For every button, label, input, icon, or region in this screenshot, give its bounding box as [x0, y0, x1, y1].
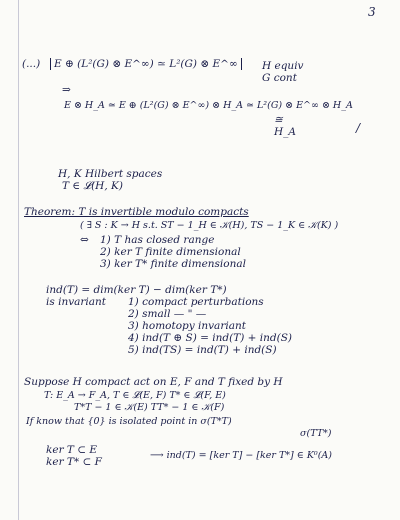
suppose-line-4: If know that {0} is isolated point in σ(T*T) [26, 416, 232, 427]
side-note-cont: G cont [262, 72, 297, 84]
iff-arrow: ⇔ [80, 234, 89, 246]
index-class-line: ⟶ ind(T) = [ker T] − [ker T*] ∈ K⁰(A) [150, 450, 333, 461]
suppose-line-4b: σ(TT*) [300, 428, 332, 439]
theorem-item-1: 1) T has closed range [100, 234, 215, 246]
theorem-item-3: 3) ker T* finite dimensional [100, 258, 246, 270]
index-prop-1: 1) compact perturbations [128, 296, 264, 308]
top-prefix: (...) [22, 58, 41, 70]
index-prop-2: 2) small — " — [128, 308, 207, 320]
tensor-line: E ⊗ H_A ≃ E ⊕ (L²(G) ⊗ E^∞) ⊗ H_A ≃ L²(G) ⊗ E^∞ ⊗ H_A [64, 100, 353, 111]
theorem-condition: ( ∃ S : K → H s.t. ST − 1_H ∈ 𝒦(H), TS − 1_K ∈ 𝒦(K) ) [80, 220, 339, 231]
ker-tstar-line: ker T* ⊂ F [46, 456, 102, 468]
theorem-item-2: 2) ker T finite dimensional [100, 246, 241, 258]
margin-line [18, 0, 19, 520]
index-prop-3: 3) homotopy invariant [128, 320, 246, 332]
side-note-equiv: H equiv [262, 60, 304, 72]
index-prop-4: 4) ind(T ⊕ S) = ind(T) + ind(S) [128, 332, 293, 344]
slash-mark: / [356, 121, 361, 135]
hk-line-2: T ∈ 𝓛(H, K) [62, 180, 123, 192]
iso-line: E ⊕ (L²(G) ⊗ E^∞) ≃ L²(G) ⊗ E^∞ [50, 58, 242, 70]
suppose-line-1: Suppose H compact act on E, F and T fixed by H [24, 376, 283, 388]
hk-line-1: H, K Hilbert spaces [58, 168, 163, 180]
theorem-title: Theorem: T is invertible modulo compacts [24, 206, 249, 218]
ker-t-line: ker T ⊂ E [46, 444, 98, 456]
index-prop-5: 5) ind(TS) = ind(T) + ind(S) [128, 344, 277, 356]
page-number: 3 [368, 5, 376, 19]
implies-arrow: ⇒ [62, 84, 71, 96]
suppose-line-3: T*T − 1 ∈ 𝒦(E) TT* − 1 ∈ 𝒦(F) [74, 402, 225, 413]
index-definition: ind(T) = dim(ker T) − dim(ker T*) [46, 284, 227, 296]
index-invariant: is invariant [46, 296, 107, 308]
approx-symbol: ≅ [274, 114, 283, 126]
suppose-line-2: T: E_A → F_A, T ∈ 𝓛(E, F) T* ∈ 𝓛(F, E) [44, 390, 226, 401]
ha-symbol: H_A [274, 126, 296, 138]
